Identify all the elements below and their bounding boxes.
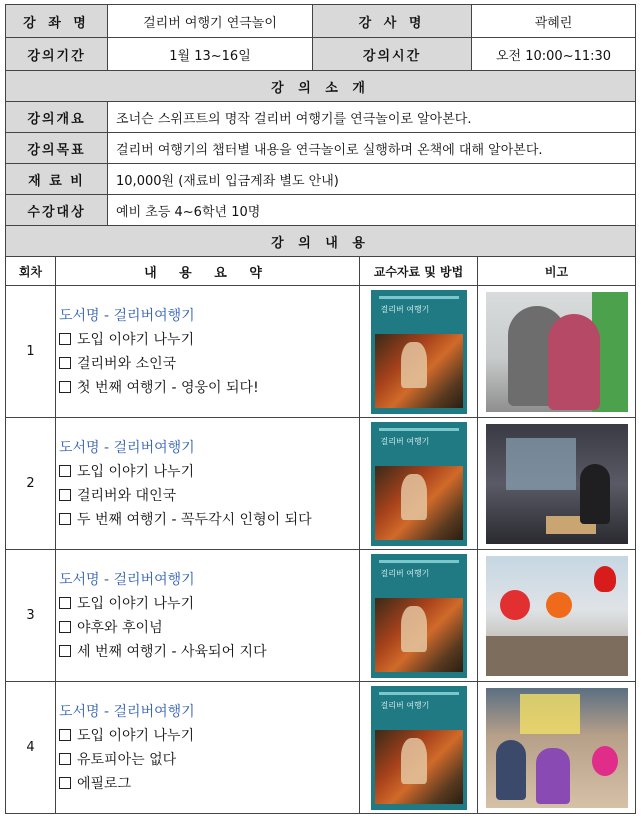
remarks-cell — [478, 682, 636, 814]
summary-item-text: 첫 번째 여행기 - 영웅이 되다! — [77, 379, 259, 396]
book-title: 도서명 - 걸리버여행기 — [59, 439, 195, 456]
summary-item — [59, 484, 359, 508]
summary-header: 내 용 요 약 — [56, 257, 360, 286]
summary-item-text: 걸리버와 소인국 — [77, 355, 177, 372]
checkbox-icon — [59, 621, 71, 633]
remarks-cell — [478, 550, 636, 682]
materials-cell — [360, 550, 478, 682]
course-info-table — [5, 4, 636, 257]
session-row — [6, 550, 636, 682]
checkbox-icon — [59, 465, 71, 477]
summary-item — [59, 460, 359, 484]
summary-item-text: 걸리버와 대인국 — [77, 487, 177, 504]
intro-section-title: 강 의 소 개 — [6, 71, 636, 102]
summary-item — [59, 772, 359, 796]
session-header: 회차 — [6, 257, 56, 286]
session-number: 1 — [6, 286, 56, 418]
summary-item — [59, 328, 359, 352]
period-value: 1월 13~16일 — [108, 38, 313, 71]
book-cover-image — [371, 422, 467, 546]
summary-item — [59, 616, 359, 640]
book-cover-title: 걸리버 여행기 — [380, 568, 430, 578]
course-plan — [5, 4, 635, 814]
checkbox-icon — [59, 333, 71, 345]
session-row — [6, 418, 636, 550]
summary-item-text: 도입 이야기 나누기 — [77, 463, 195, 480]
summary-item-text: 도입 이야기 나누기 — [77, 727, 195, 744]
session-number: 2 — [6, 418, 56, 550]
session-number: 3 — [6, 550, 56, 682]
book-cover-title: 걸리버 여행기 — [380, 304, 430, 314]
book-cover-image — [371, 554, 467, 678]
checkbox-icon — [59, 645, 71, 657]
book-cover-image — [371, 290, 467, 414]
period-label: 강의기간 — [6, 38, 108, 71]
session-number: 4 — [6, 682, 56, 814]
classroom-balloons-photo — [486, 556, 628, 676]
summary-item-text: 야후와 후이넘 — [77, 619, 163, 636]
session-row — [6, 682, 636, 814]
target-label: 수강대상 — [6, 195, 108, 226]
summary-item-text: 두 번째 여행기 - 꼭두각시 인형이 되다 — [77, 511, 312, 528]
book-title: 도서명 - 걸리버여행기 — [59, 307, 195, 324]
group-cheer-photo — [486, 688, 628, 808]
book-cover-title: 걸리버 여행기 — [380, 700, 430, 710]
overview-value: 조너슨 스위프트의 명작 걸리버 여행기를 연극놀이로 알아본다. — [108, 102, 636, 133]
time-value: 오전 10:00~11:30 — [472, 38, 636, 71]
fee-value: 10,000원 (재료비 입금계좌 별도 안내) — [108, 164, 636, 195]
remarks-header: 비고 — [478, 257, 636, 286]
checkbox-icon — [59, 777, 71, 789]
summary-item-text: 에필로그 — [77, 775, 132, 792]
goal-label: 강의목표 — [6, 133, 108, 164]
checkbox-icon — [59, 381, 71, 393]
checkbox-icon — [59, 597, 71, 609]
book-cover-image — [371, 686, 467, 810]
time-label: 강의시간 — [313, 38, 472, 71]
summary-item — [59, 592, 359, 616]
session-row — [6, 286, 636, 418]
instructor-value: 곽혜린 — [472, 5, 636, 38]
summary-item — [59, 640, 359, 664]
course-name-label: 강 좌 명 — [6, 5, 108, 38]
checkbox-icon — [59, 489, 71, 501]
checkbox-icon — [59, 357, 71, 369]
materials-cell — [360, 682, 478, 814]
summary-item — [59, 508, 359, 532]
course-name-value: 걸리버 여행기 연극놀이 — [108, 5, 313, 38]
summary-item-text: 유토피아는 없다 — [77, 751, 177, 768]
summary-item-text: 도입 이야기 나누기 — [77, 595, 195, 612]
content-section-title: 강 의 내 용 — [6, 226, 636, 257]
checkbox-icon — [59, 513, 71, 525]
materials-header: 교수자료 및 방법 — [360, 257, 478, 286]
stage-performance-photo — [486, 424, 628, 544]
summary-item — [59, 748, 359, 772]
overview-label: 강의개요 — [6, 102, 108, 133]
remarks-cell — [478, 286, 636, 418]
checkbox-icon — [59, 753, 71, 765]
materials-cell — [360, 418, 478, 550]
summary-item — [59, 352, 359, 376]
book-cover-title: 걸리버 여행기 — [380, 436, 430, 446]
session-summary — [56, 418, 360, 550]
summary-item-text: 도입 이야기 나누기 — [77, 331, 195, 348]
instructor-label: 강 사 명 — [313, 5, 472, 38]
summary-item — [59, 376, 359, 400]
fee-label: 재 료 비 — [6, 164, 108, 195]
book-title: 도서명 - 걸리버여행기 — [59, 703, 195, 720]
session-summary — [56, 682, 360, 814]
summary-item — [59, 724, 359, 748]
content-table — [5, 257, 636, 814]
book-title: 도서명 - 걸리버여행기 — [59, 571, 195, 588]
session-summary — [56, 550, 360, 682]
target-value: 예비 초등 4~6학년 10명 — [108, 195, 636, 226]
goal-value: 걸리버 여행기의 챕터별 내용을 연극놀이로 실행하며 온책에 대해 알아본다. — [108, 133, 636, 164]
session-summary — [56, 286, 360, 418]
actors-scene-photo — [486, 292, 628, 412]
summary-item-text: 세 번째 여행기 - 사육되어 지다 — [77, 643, 267, 660]
remarks-cell — [478, 418, 636, 550]
checkbox-icon — [59, 729, 71, 741]
materials-cell — [360, 286, 478, 418]
